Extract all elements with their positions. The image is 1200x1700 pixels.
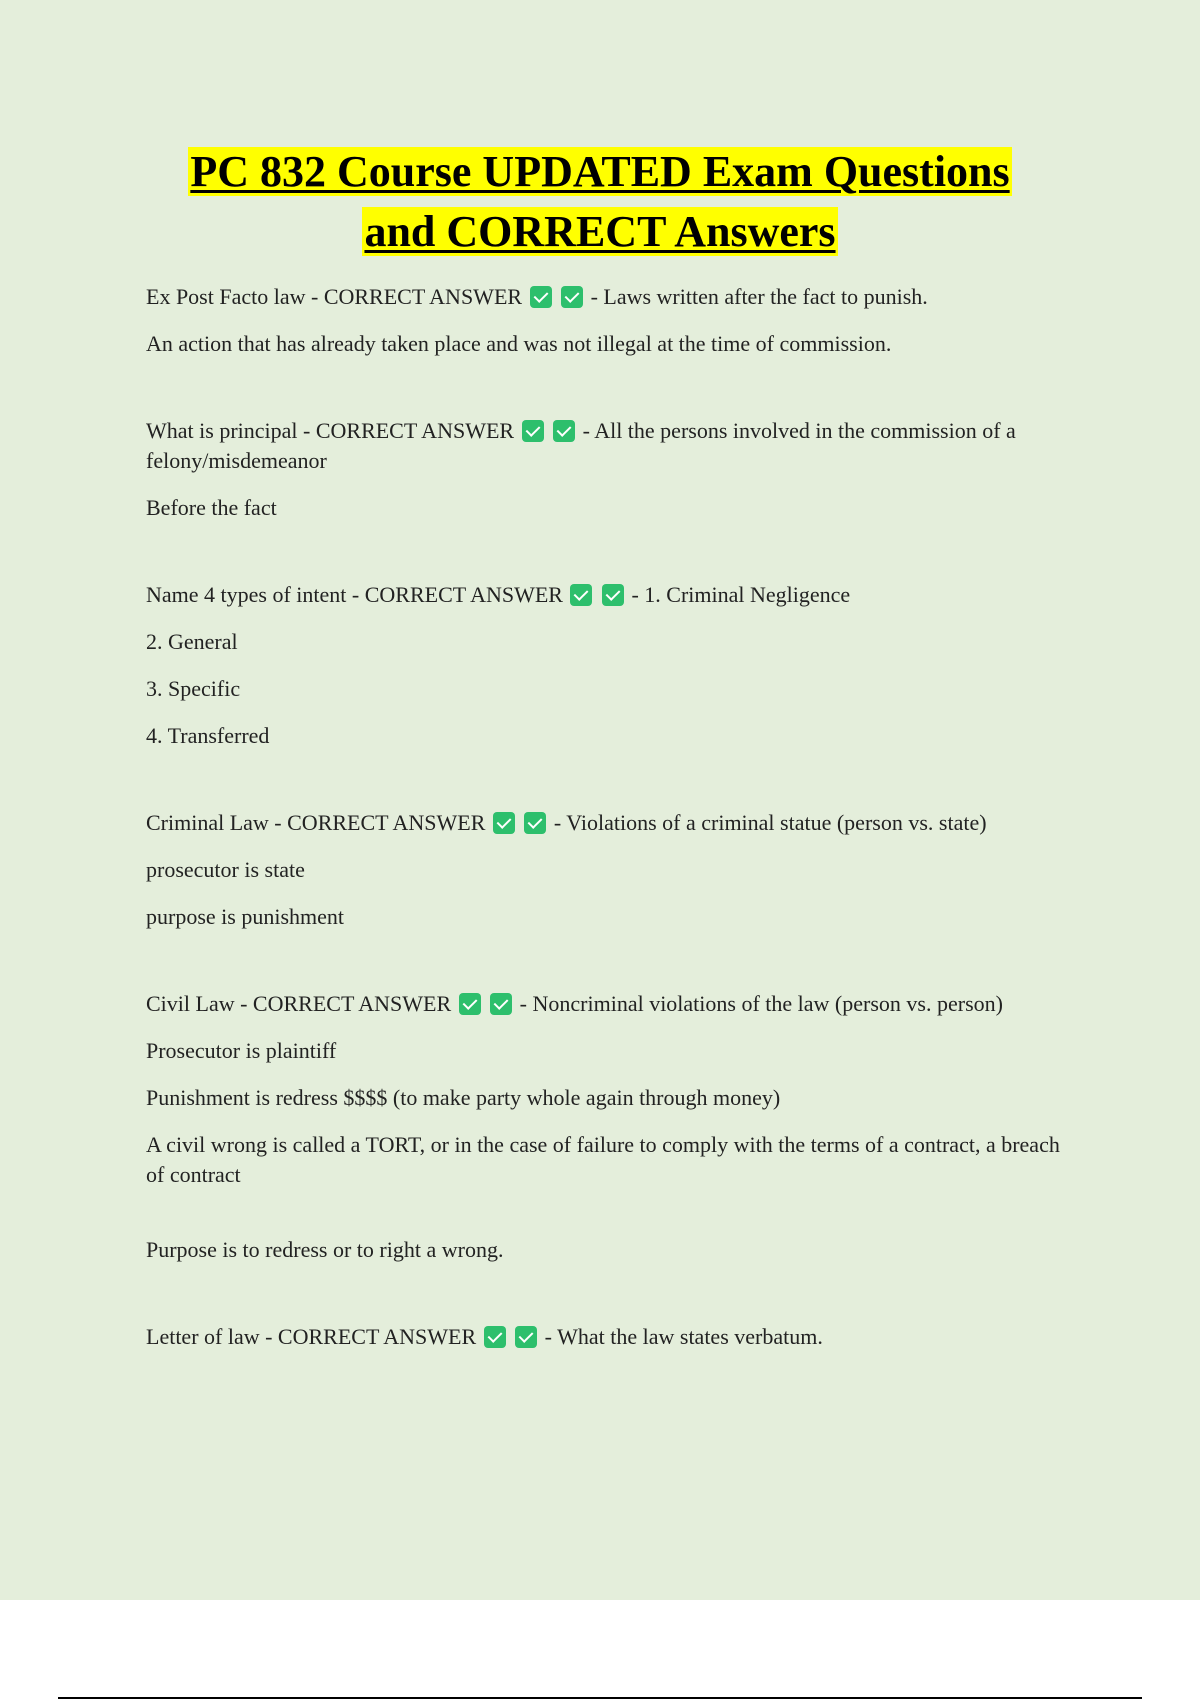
qa-item-principal bbox=[146, 416, 1080, 476]
qa-item-ex-post-facto bbox=[146, 282, 1080, 312]
answer-text: - 1. Criminal Negligence bbox=[631, 582, 851, 607]
question-text: Criminal Law - CORRECT ANSWER bbox=[146, 810, 486, 835]
green-checkbox-icon bbox=[484, 1326, 506, 1348]
answer-detail: prosecutor is state bbox=[146, 857, 305, 882]
green-checkbox-icon bbox=[459, 993, 481, 1015]
answer-detail: Purpose is to redress or to right a wrong. bbox=[146, 1237, 504, 1262]
qa-item-criminal-law bbox=[146, 808, 1080, 838]
answer-text: - Violations of a criminal statue (person vs. state) bbox=[553, 810, 987, 835]
qa-item-civil-law bbox=[146, 989, 1080, 1019]
green-checkbox-icon bbox=[493, 812, 515, 834]
green-checkbox-icon bbox=[602, 584, 624, 606]
green-checkbox-icon bbox=[561, 286, 583, 308]
answer-text: - What the law states verbatum. bbox=[544, 1324, 823, 1349]
answer-detail: 3. Specific bbox=[146, 676, 241, 701]
document-title bbox=[0, 142, 1200, 262]
answer-text: - Laws written after the fact to punish. bbox=[590, 284, 928, 309]
green-checkbox-icon bbox=[524, 812, 546, 834]
answer-detail: purpose is punishment bbox=[146, 904, 344, 929]
answer-text: - Noncriminal violations of the law (person vs. person) bbox=[519, 991, 1003, 1016]
answer-detail: An action that has already taken place and was not illegal at the time of commission. bbox=[146, 331, 892, 356]
green-checkbox-icon bbox=[570, 584, 592, 606]
question-text: Letter of law - CORRECT ANSWER bbox=[146, 1324, 477, 1349]
qa-item-letter-of-law bbox=[146, 1322, 1080, 1352]
green-checkbox-icon bbox=[530, 286, 552, 308]
answer-detail: A civil wrong is called a TORT, or in the case of failure to comply with the terms of a contract, a breach of contract bbox=[146, 1132, 1060, 1187]
question-text: Name 4 types of intent - CORRECT ANSWER bbox=[146, 582, 563, 607]
title-line-1: PC 832 Course UPDATED Exam Questions bbox=[190, 147, 1010, 196]
question-text: What is principal - CORRECT ANSWER bbox=[146, 418, 515, 443]
qa-content bbox=[146, 282, 1080, 1369]
green-checkbox-icon bbox=[553, 420, 575, 442]
answer-detail: Before the fact bbox=[146, 495, 277, 520]
answer-text: - All the persons involved in the commission of a felony/misdemeanor bbox=[146, 418, 1016, 473]
question-text: Ex Post Facto law - CORRECT ANSWER bbox=[146, 284, 523, 309]
answer-detail: 2. General bbox=[146, 629, 238, 654]
answer-detail: Punishment is redress $$$$ (to make party whole again through money) bbox=[146, 1085, 781, 1110]
green-checkbox-icon bbox=[522, 420, 544, 442]
answer-detail: 4. Transferred bbox=[146, 723, 270, 748]
answer-detail: Prosecutor is plaintiff bbox=[146, 1038, 337, 1063]
question-text: Civil Law - CORRECT ANSWER bbox=[146, 991, 452, 1016]
qa-item-types-of-intent bbox=[146, 580, 1080, 610]
footer-divider bbox=[58, 1697, 1142, 1699]
green-checkbox-icon bbox=[515, 1326, 537, 1348]
title-line-2: and CORRECT Answers bbox=[364, 207, 836, 256]
green-checkbox-icon bbox=[490, 993, 512, 1015]
